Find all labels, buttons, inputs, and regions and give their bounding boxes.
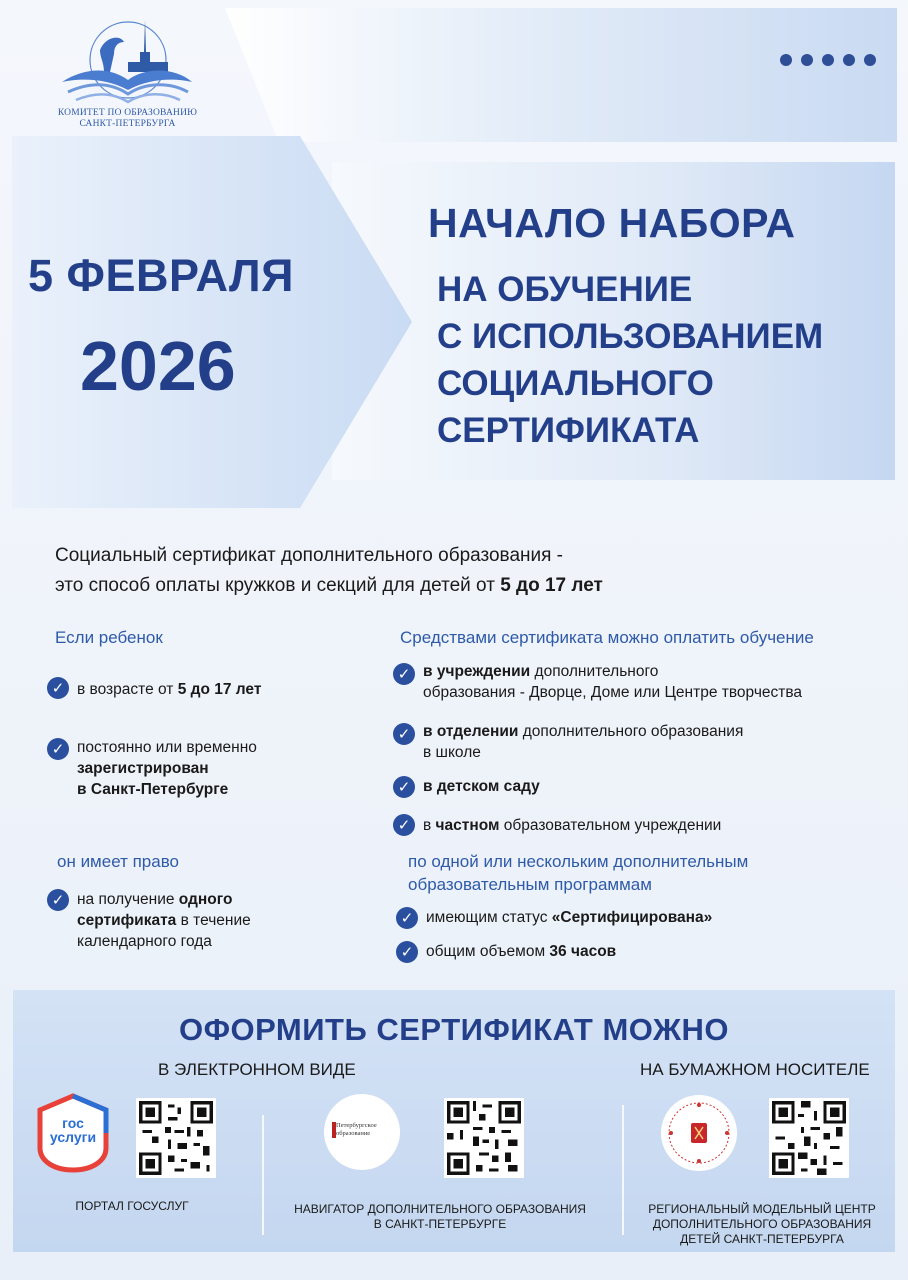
item-bold: зарегистрирован <box>77 760 209 777</box>
gosuslugi-logo-text <box>34 1116 112 1144</box>
item-text: в течение <box>176 912 251 929</box>
navigator-logo-mark <box>332 1122 336 1138</box>
dot-icon <box>801 54 813 66</box>
title-main: НАЧАЛО НАБОРА <box>428 200 796 246</box>
intro-text <box>55 541 603 601</box>
navigator-logo-text <box>336 1122 396 1138</box>
item-bold: в детском саду <box>423 778 540 795</box>
check-icon: ✓ <box>393 663 415 685</box>
caption-navigator <box>276 1202 604 1232</box>
right-heading: Средствами сертификата можно оплатить обучение <box>400 628 814 647</box>
item-bold: одного <box>178 891 233 908</box>
gosuslugi-logo-line1: гос <box>62 1115 84 1131</box>
right-item-institution <box>423 661 802 703</box>
check-icon: ✓ <box>396 941 418 963</box>
right-item-school <box>423 721 743 763</box>
item-text: общим объемом <box>426 943 550 960</box>
item-bold: 36 часов <box>549 943 617 960</box>
check-icon: ✓ <box>393 723 415 745</box>
navigator-logo-line1: Петербургское <box>336 1122 377 1129</box>
caption-regional-line1: РЕГИОНАЛЬНЫЙ МОДЕЛЬНЫЙ ЦЕНТР <box>648 1202 876 1216</box>
navigator-logo-line2: образование <box>336 1130 371 1137</box>
intro-line2 <box>55 571 603 601</box>
caption-regional-line2: ДОПОЛНИТЕЛЬНОГО ОБРАЗОВАНИЯ <box>652 1217 872 1231</box>
right-item-private <box>423 815 721 836</box>
caption-navigator-line1: НАВИГАТОР ДОПОЛНИТЕЛЬНОГО ОБРАЗОВАНИЯ <box>294 1202 586 1216</box>
logo-text-line2: САНКТ-ПЕТЕРБУРГА <box>79 119 176 129</box>
item-text: образования - Дворце, Доме или Центре творчества <box>423 684 803 701</box>
item-text: постоянно или временно <box>77 739 257 756</box>
left-item-age <box>77 679 261 700</box>
bottom-title: ОФОРМИТЬ СЕРТИФИКАТ МОЖНО <box>178 1012 730 1047</box>
right-item-certified <box>426 907 712 928</box>
item-text: на получение <box>77 891 179 908</box>
right-item-hours <box>426 941 616 962</box>
paper-heading: НА БУМАЖНОМ НОСИТЕЛЕ <box>640 1060 870 1079</box>
intro-line2-text: это способ оплаты кружков и секций для детей от <box>55 575 501 596</box>
divider <box>262 1115 264 1235</box>
item-bold: «Сертифицирована» <box>551 909 713 926</box>
logo-text-line1: КОМИТЕТ ПО ОБРАЗОВАНИЮ <box>57 108 198 118</box>
check-icon: ✓ <box>47 677 69 699</box>
dot-icon <box>822 54 834 66</box>
check-icon: ✓ <box>396 907 418 929</box>
left-heading-rights: он имеет право <box>57 852 180 871</box>
qr-code-regional-center[interactable] <box>769 1098 849 1178</box>
right-heading-programs <box>408 850 828 896</box>
intro-age-range: 5 до 17 лет <box>500 575 603 596</box>
title-sub-line: С ИСПОЛЬЗОВАНИЕМ <box>437 317 824 356</box>
top-banner <box>225 8 897 142</box>
logo-text <box>40 108 215 130</box>
item-bold: 5 до 17 лет <box>177 681 262 698</box>
item-text: дополнительного образования <box>518 723 744 740</box>
check-icon: ✓ <box>393 776 415 798</box>
date-year: 2026 <box>80 327 236 405</box>
caption-regional-center <box>633 1202 891 1247</box>
item-text: имеющим статус <box>426 909 552 926</box>
title-sub-line: НА ОБУЧЕНИЕ <box>437 270 693 309</box>
regional-center-logo[interactable] <box>660 1094 738 1172</box>
item-bold: в Санкт-Петербурге <box>77 781 229 798</box>
dot-icon <box>864 54 876 66</box>
item-bold: в учреждении <box>423 663 531 680</box>
check-icon: ✓ <box>393 814 415 836</box>
qr-code-navigator[interactable] <box>444 1098 524 1178</box>
programs-heading-line1: по одной или нескольким дополнительным <box>408 852 749 871</box>
caption-navigator-line2: В САНКТ-ПЕТЕРБУРГЕ <box>373 1217 507 1231</box>
date-day-month: 5 ФЕВРАЛЯ <box>28 250 294 301</box>
dot-icon <box>843 54 855 66</box>
title-sub-line: СОЦИАЛЬНОГО <box>437 364 714 403</box>
item-bold: в отделении <box>423 723 519 740</box>
check-icon: ✓ <box>47 889 69 911</box>
qr-code-gosuslugi[interactable] <box>136 1098 216 1178</box>
gosuslugi-logo-line2: услуги <box>49 1129 97 1145</box>
item-text: в школе <box>423 744 481 761</box>
title-sub <box>437 266 823 454</box>
left-item-one-certificate <box>77 889 251 952</box>
left-heading: Если ребенок <box>55 628 163 647</box>
caption-regional-line3: ДЕТЕЙ САНКТ-ПЕТЕРБУРГА <box>680 1232 844 1246</box>
title-sub-line: СЕРТИФИКАТА <box>437 411 700 450</box>
caption-gosuslugi: ПОРТАЛ ГОСУСЛУГ <box>75 1199 189 1213</box>
electronic-heading: В ЭЛЕКТРОННОМ ВИДЕ <box>158 1060 356 1079</box>
item-text: образовательном учреждении <box>499 817 722 834</box>
dot-icon <box>780 54 792 66</box>
divider <box>622 1105 624 1235</box>
item-text: календарного года <box>77 933 212 950</box>
item-text: в <box>423 817 436 834</box>
check-icon: ✓ <box>47 738 69 760</box>
intro-line1: Социальный сертификат дополнительного образования - <box>55 545 564 566</box>
item-bold: сертификата <box>77 912 177 929</box>
programs-heading-line2: образовательным программам <box>408 875 652 894</box>
item-text: в возрасте от <box>77 681 178 698</box>
item-bold: частном <box>435 817 500 834</box>
item-text: дополнительного <box>530 663 659 680</box>
dots-decoration <box>780 54 876 66</box>
left-item-registered <box>77 737 257 800</box>
right-item-kindergarten <box>423 776 540 797</box>
